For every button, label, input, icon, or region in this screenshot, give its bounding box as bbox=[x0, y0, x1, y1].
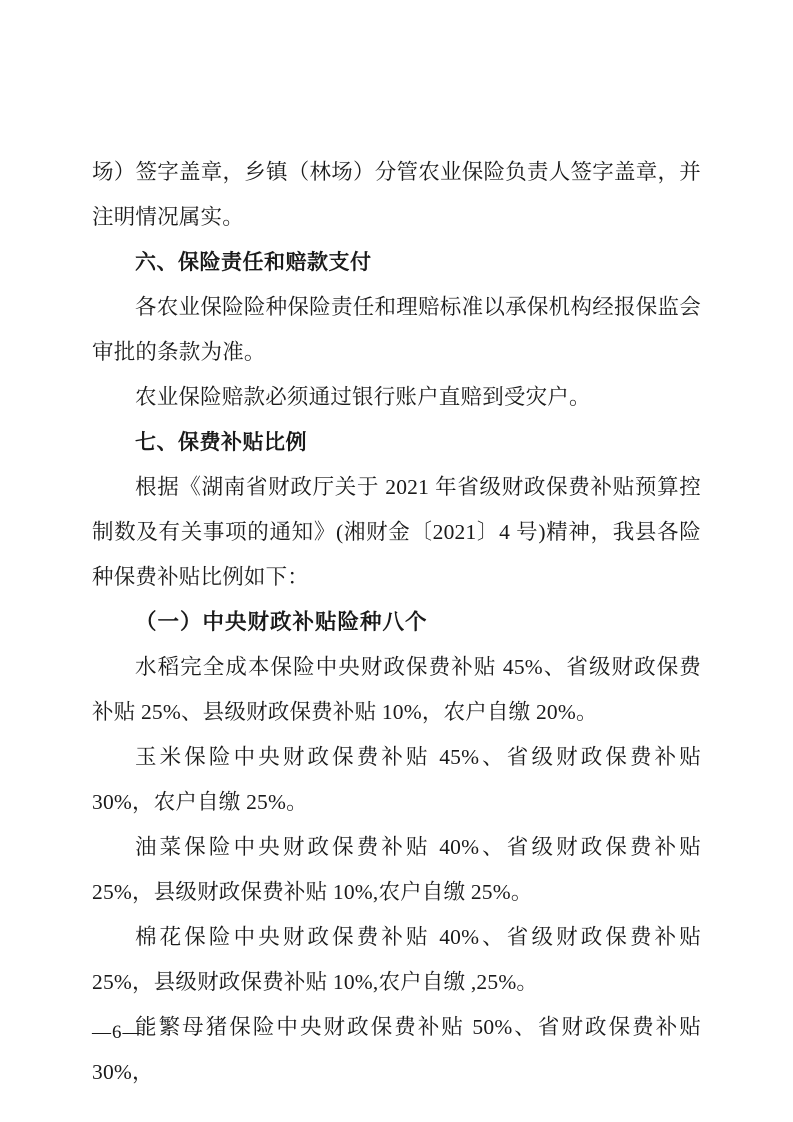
paragraph-sow-subsidy: 能繁母猪保险中央财政保费补贴 50%、省财政保费补贴 30%， bbox=[92, 1015, 707, 1084]
document-body bbox=[92, 150, 707, 1095]
paragraph-insurance-liability: 各农业保险险种保险责任和理赔标准以承保机构经报保监会审批的条款为准。 bbox=[92, 295, 701, 364]
paragraph-cotton-subsidy: 棉花保险中央财政保费补贴 40%、省级财政保费补贴 25%，县级财政保费补贴 10%,农户自缴 ,25%。 bbox=[92, 925, 707, 994]
paragraph-policy-basis: 根据《湖南省财政厅关于 2021 年省级财政保费补贴预算控制数及有关事项的通知》(湘财金〔2021〕4 号)精神，我县各险种保费补贴比例如下： bbox=[92, 475, 701, 589]
subsection-heading-one: （一）中央财政补贴险种八个 bbox=[135, 610, 428, 635]
paragraph-corn-subsidy: 玉米保险中央财政保费补贴 45%、省级财政保费补贴 30%，农户自缴 25%。 bbox=[92, 745, 707, 814]
section-heading-six: 六、保险责任和赔款支付 bbox=[135, 250, 372, 274]
paragraph-rice-subsidy: 水稻完全成本保险中央财政保费补贴 45%、省级财政保费补贴 25%、县级财政保费补贴 10%，农户自缴 20%。 bbox=[92, 655, 701, 724]
section-heading-seven: 七、保费补贴比例 bbox=[135, 430, 307, 454]
paragraph-claim-payment: 农业保险赔款必须通过银行账户直赔到受灾户。 bbox=[135, 385, 591, 409]
paragraph-continuation: 场）签字盖章，乡镇（林场）分管农业保险负责人签字盖章，并注明情况属实。 bbox=[92, 160, 701, 229]
paragraph-rapeseed-subsidy: 油菜保险中央财政保费补贴 40%、省级财政保费补贴 25%，县级财政保费补贴 10%,农户自缴 25%。 bbox=[92, 835, 707, 904]
page-number: —6— bbox=[92, 1022, 143, 1043]
